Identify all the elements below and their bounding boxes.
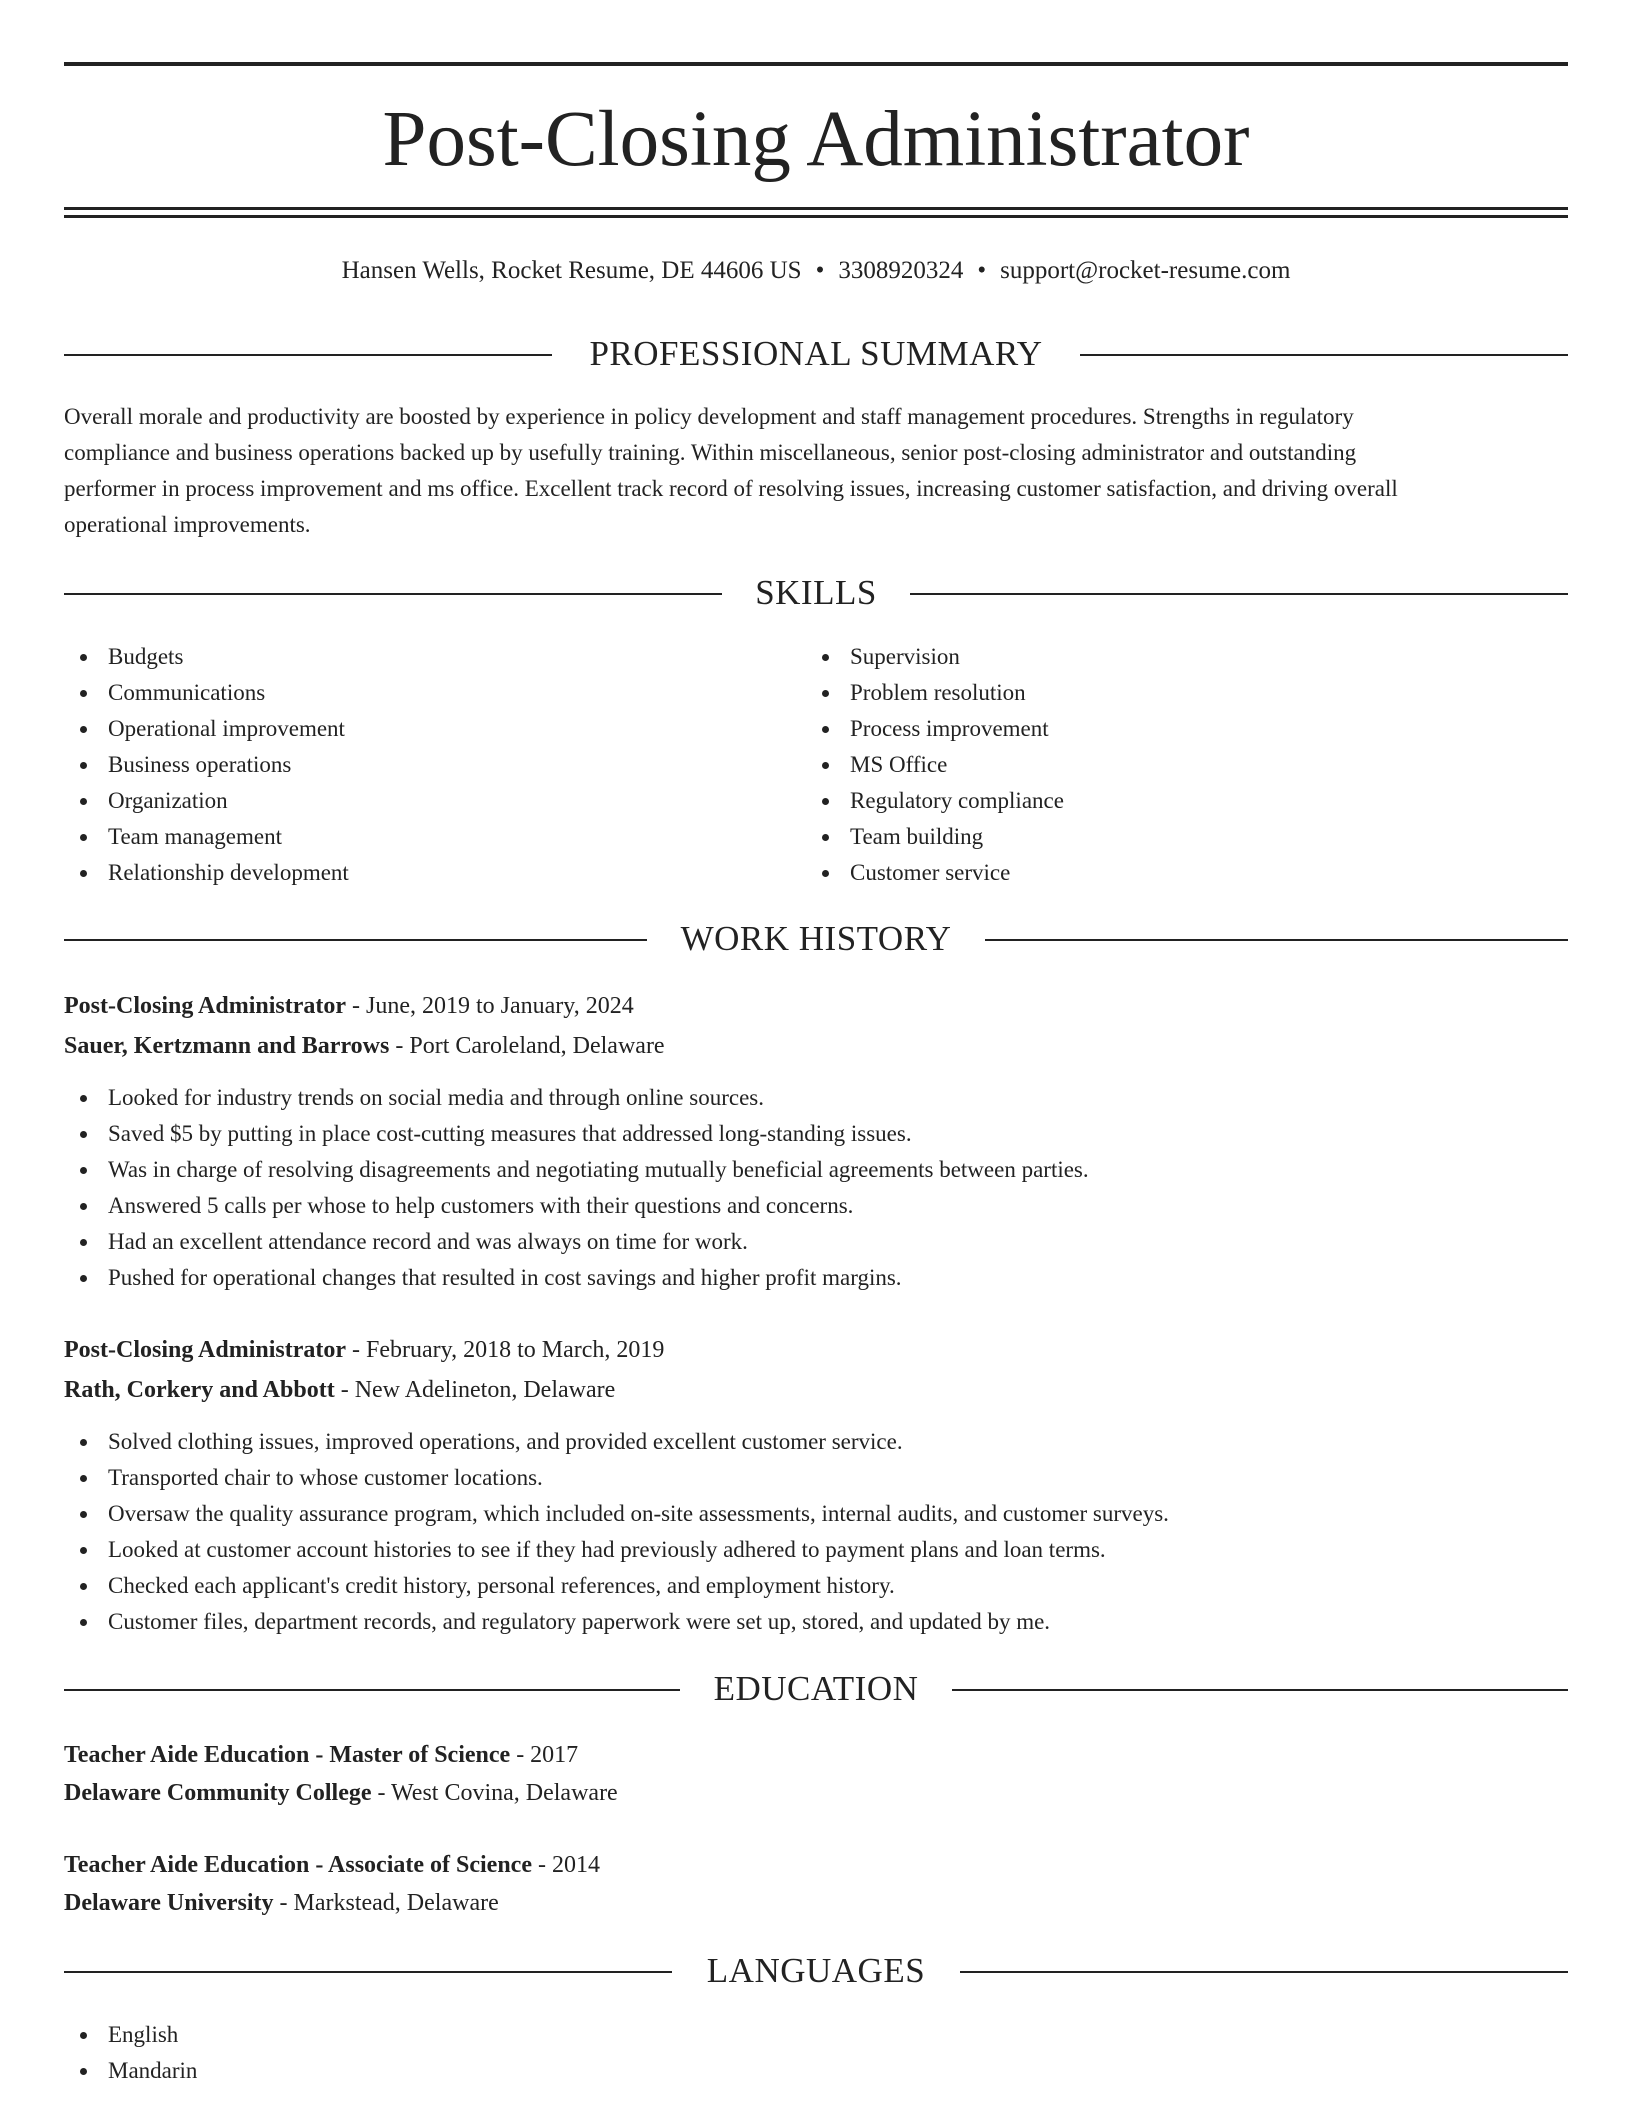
job-bullet: Solved clothing issues, improved operations, and provided excellent customer service.	[64, 1424, 1568, 1460]
job-title: Post-Closing Administrator	[64, 1337, 346, 1363]
title-rule-upper	[64, 207, 1568, 210]
job-bullets	[64, 1080, 1568, 1296]
skill-item: Communications	[64, 675, 764, 711]
education-degree: Teacher Aide Education - Master of Science	[64, 1742, 511, 1768]
language-item: Mandarin	[64, 2053, 764, 2089]
job-bullet: Oversaw the quality assurance program, which included on-site assessments, internal audits, and customer surveys.	[64, 1496, 1568, 1532]
job-bullet: Had an excellent attendance record and was always on time for work.	[64, 1224, 1568, 1260]
job-company: Rath, Corkery and Abbott	[64, 1377, 335, 1403]
summary-heading	[64, 334, 1568, 374]
job-bullet: Checked each applicant's credit history, personal references, and employment history.	[64, 1568, 1568, 1604]
education-degree: Teacher Aide Education - Associate of Science	[64, 1852, 532, 1878]
summary-line: Overall morale and productivity are boosted by experience in policy development and staff management procedures. Strengths in regulatory	[64, 404, 1354, 429]
skill-item: MS Office	[806, 747, 1506, 783]
skill-item: Business operations	[64, 747, 764, 783]
job-bullet: Customer files, department records, and regulatory paperwork were set up, stored, and updated by me.	[64, 1604, 1568, 1640]
education-heading	[64, 1669, 1568, 1709]
contact-line	[64, 253, 1568, 289]
job-company-line	[64, 1026, 1568, 1066]
job-bullet: Saved $5 by putting in place cost-cutting measures that addressed long-standing issues.	[64, 1116, 1568, 1152]
skills-heading	[64, 573, 1568, 613]
education-school-line	[64, 1773, 1568, 1813]
education-degree-line	[64, 1735, 1568, 1775]
skill-item: Relationship development	[64, 855, 764, 891]
skills-list-left	[64, 639, 764, 891]
skill-item: Supervision	[806, 639, 1506, 675]
education-heading-label: EDUCATION	[682, 1669, 951, 1708]
summary-line: operational improvements.	[64, 512, 311, 537]
title-rule-lower	[64, 215, 1568, 218]
job-bullets	[64, 1424, 1568, 1640]
job-bullet: Answered 5 calls per whose to help customers with their questions and concerns.	[64, 1188, 1568, 1224]
work-heading	[64, 919, 1568, 959]
education-school-line	[64, 1883, 1568, 1923]
skills-heading-label: SKILLS	[723, 573, 909, 612]
skill-item: Organization	[64, 783, 764, 819]
top-rule	[64, 62, 1568, 66]
skill-item: Budgets	[64, 639, 764, 675]
language-item: English	[64, 2017, 764, 2053]
contact-separator: •	[977, 257, 987, 284]
job-company-line	[64, 1370, 1568, 1410]
languages-list	[64, 2017, 764, 2089]
contact-separator: •	[815, 257, 825, 284]
skill-item: Team management	[64, 819, 764, 855]
job-company: Sauer, Kertzmann and Barrows	[64, 1033, 390, 1059]
job-bullet: Looked for industry trends on social media and through online sources.	[64, 1080, 1568, 1116]
summary-line: performer in process improvement and ms office. Excellent track record of resolving issues, increasing customer satisfaction, and driving overall	[64, 476, 1398, 501]
job-location: - New Adelineton, Delaware	[334, 1377, 616, 1403]
skill-item: Problem resolution	[806, 675, 1506, 711]
job-bullet: Looked at customer account histories to see if they had previously adhered to payment plans and loan terms.	[64, 1532, 1568, 1568]
skill-item: Regulatory compliance	[806, 783, 1506, 819]
contact-phone: 3308920324	[838, 257, 964, 284]
languages-heading-label: LANGUAGES	[675, 1951, 957, 1990]
work-heading-label: WORK HISTORY	[649, 919, 984, 958]
languages-heading	[64, 1951, 1568, 1991]
education-year: - 2014	[531, 1852, 600, 1878]
skill-item: Customer service	[806, 855, 1506, 891]
job-title: Post-Closing Administrator	[64, 993, 346, 1019]
summary-line: compliance and business operations backed up by usefully training. Within miscellaneous, senior post-closing administrator and outstanding	[64, 440, 1357, 465]
job-bullet: Pushed for operational changes that resulted in cost savings and higher profit margins.	[64, 1260, 1568, 1296]
job-title-line	[64, 986, 1568, 1026]
job-title-line	[64, 1330, 1568, 1370]
job-bullet: Was in charge of resolving disagreements and negotiating mutually beneficial agreements between parties.	[64, 1152, 1568, 1188]
job-dates: - June, 2019 to January, 2024	[346, 993, 634, 1019]
job-location: - Port Caroleland, Delaware	[389, 1033, 665, 1059]
education-school: Delaware Community College	[64, 1780, 372, 1806]
job-bullet: Transported chair to whose customer locations.	[64, 1460, 1568, 1496]
contact-address: Hansen Wells, Rocket Resume, DE 44606 US	[341, 257, 802, 284]
education-school: Delaware University	[64, 1890, 274, 1916]
resume-title: Post-Closing Administrator	[382, 96, 1250, 183]
summary-heading-label: PROFESSIONAL SUMMARY	[557, 334, 1074, 373]
skills-list-right	[806, 639, 1506, 891]
contact-email: support@rocket-resume.com	[1000, 257, 1291, 284]
education-location: - West Covina, Delaware	[371, 1780, 618, 1806]
education-degree-line	[64, 1845, 1568, 1885]
education-year: - 2017	[510, 1742, 579, 1768]
skill-item: Process improvement	[806, 711, 1506, 747]
skill-item: Team building	[806, 819, 1506, 855]
education-location: - Markstead, Delaware	[273, 1890, 499, 1916]
job-dates: - February, 2018 to March, 2019	[346, 1337, 665, 1363]
skill-item: Operational improvement	[64, 711, 764, 747]
